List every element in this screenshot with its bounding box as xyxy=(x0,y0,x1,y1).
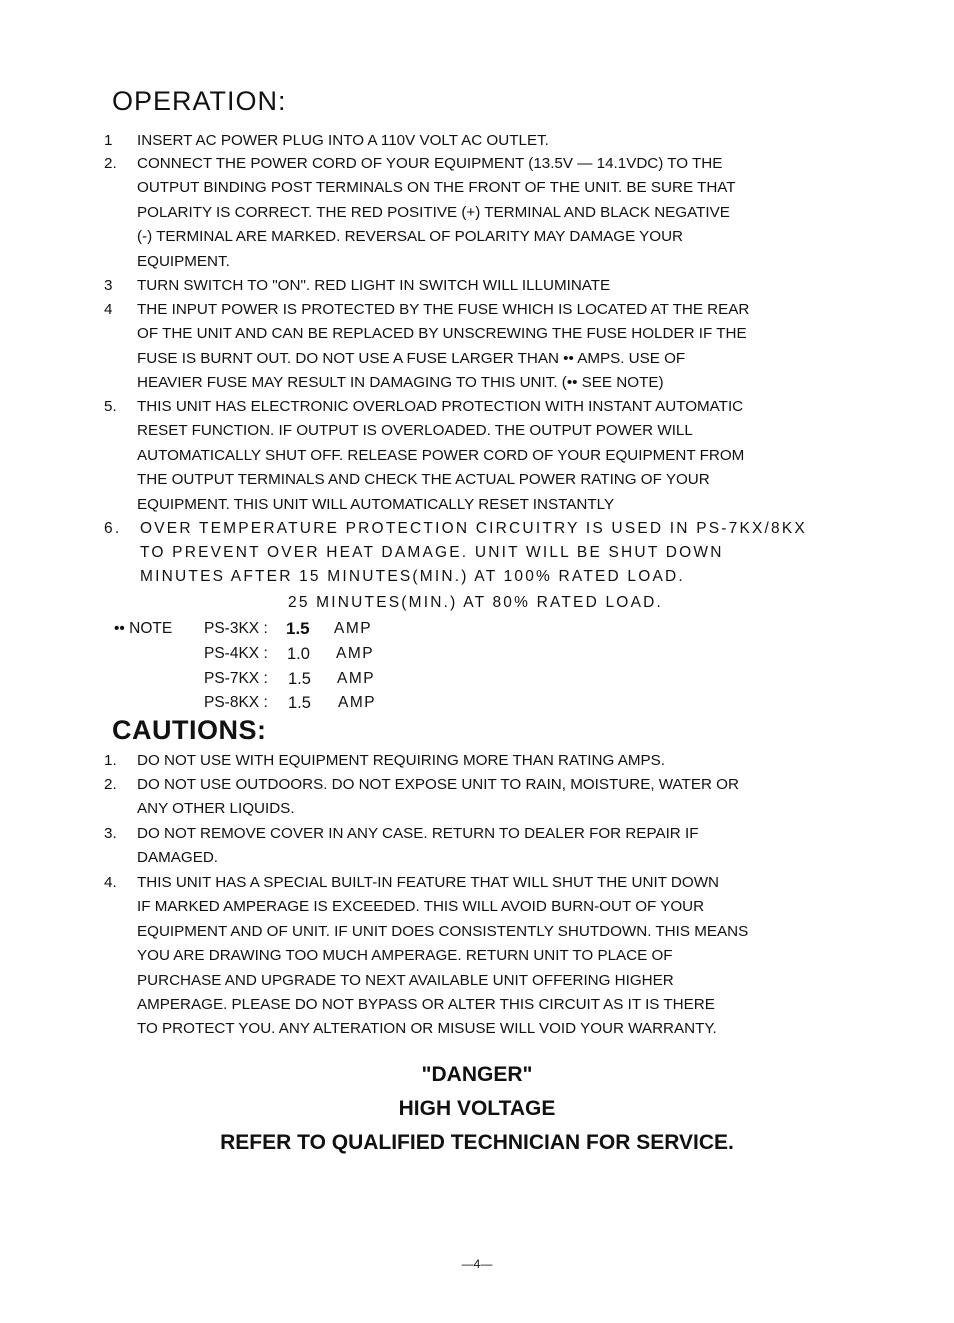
item-line: FUSE IS BURNT OUT. DO NOT USE A FUSE LARGER THAN •• AMPS. USE OF xyxy=(137,349,686,367)
item-line: DO NOT REMOVE COVER IN ANY CASE. RETURN TO DEALER FOR REPAIR IF xyxy=(137,825,699,842)
operation-item-1 xyxy=(104,129,816,154)
note-unit: AMP xyxy=(338,694,377,711)
item-number: 2. xyxy=(104,155,117,172)
operation-item-2 xyxy=(104,152,816,274)
item-line: EQUIPMENT AND OF UNIT. IF UNIT DOES CONSISTENTLY SHUTDOWN. THIS MEANS xyxy=(137,922,749,940)
high-voltage-label: HIGH VOLTAGE xyxy=(398,1097,556,1120)
operation-item-5 xyxy=(104,395,816,517)
note-model: PS-4KX : xyxy=(204,645,268,662)
note-value: 1.5 xyxy=(286,619,310,638)
item-line: EQUIPMENT. THIS UNIT WILL AUTOMATICALLY RESET INSTANTLY xyxy=(137,495,615,513)
item-line: POLARITY IS CORRECT. THE RED POSITIVE (+) TERMINAL AND BLACK NEGATIVE xyxy=(137,203,730,221)
note-model: PS-8KX : xyxy=(204,694,268,711)
page-number: —4— xyxy=(461,1257,493,1271)
operation-item-4 xyxy=(104,298,816,396)
item-line: ANY OTHER LIQUIDS. xyxy=(137,800,295,818)
item-number: 1 xyxy=(104,132,113,149)
item-text xyxy=(137,871,816,1042)
caution-item-4 xyxy=(104,871,816,1043)
item-text xyxy=(137,152,816,274)
danger-label: "DANGER" xyxy=(421,1063,533,1086)
item-text xyxy=(137,749,816,773)
item-line: OF THE UNIT AND CAN BE REPLACED BY UNSCREWING THE FUSE HOLDER IF THE xyxy=(137,325,747,343)
operation-item-6-line: TO PREVENT OVER HEAT DAMAGE. UNIT WILL BE SHUT DOWN xyxy=(140,544,724,561)
item-line: TO PROTECT YOU. ANY ALTERATION OR MISUSE WILL VOID YOUR WARRANTY. xyxy=(137,1020,717,1038)
item-line: TURN SWITCH TO "ON". RED LIGHT IN SWITCH WILL ILLUMINATE xyxy=(137,277,611,294)
item-number: 3. xyxy=(104,825,117,842)
item-line: AMPERAGE. PLEASE DO NOT BYPASS OR ALTER THIS CIRCUIT AS IT IS THERE xyxy=(137,996,715,1014)
item-line: AUTOMATICALLY SHUT OFF. RELEASE POWER CORD OF YOUR EQUIPMENT FROM xyxy=(137,446,745,464)
item-line: PURCHASE AND UPGRADE TO NEXT AVAILABLE UNIT OFFERING HIGHER xyxy=(137,971,674,989)
operation-heading: OPERATION: xyxy=(112,86,287,116)
note-value: 1.5 xyxy=(288,670,311,688)
item-line: CONNECT THE POWER CORD OF YOUR EQUIPMENT (13.5V — 14.1VDC) TO THE xyxy=(137,155,723,172)
note-unit: AMP xyxy=(334,620,373,637)
item-text xyxy=(137,773,816,822)
item-number: 2. xyxy=(104,776,117,793)
item-line: DO NOT USE OUTDOORS. DO NOT EXPOSE UNIT TO RAIN, MOISTURE, WATER OR xyxy=(137,776,739,793)
item-text xyxy=(137,298,816,396)
item-line: DO NOT USE WITH EQUIPMENT REQUIRING MORE THAN RATING AMPS. xyxy=(137,752,665,769)
operation-item-6-line: 25 MINUTES(MIN.) AT 80% RATED LOAD. xyxy=(288,594,664,611)
item-line: YOU ARE DRAWING TOO MUCH AMPERAGE. RETURN UNIT TO PLACE OF xyxy=(137,947,673,965)
item-line: THE INPUT POWER IS PROTECTED BY THE FUSE WHICH IS LOCATED AT THE REAR xyxy=(137,301,750,318)
operation-item-3 xyxy=(104,274,816,299)
item-number: 1. xyxy=(104,752,117,769)
item-line: IF MARKED AMPERAGE IS EXCEEDED. THIS WILL AVOID BURN-OUT OF YOUR xyxy=(137,898,705,916)
item-line: HEAVIER FUSE MAY RESULT IN DAMAGING TO THIS UNIT. (•• SEE NOTE) xyxy=(137,374,664,392)
note-unit: AMP xyxy=(336,645,375,662)
caution-item-1 xyxy=(104,749,816,774)
item-text xyxy=(137,395,816,517)
operation-item-6-line: OVER TEMPERATURE PROTECTION CIRCUITRY IS USED IN PS-7KX/8KX xyxy=(140,520,807,537)
operation-item-6-number: 6. xyxy=(104,520,122,537)
caution-item-3 xyxy=(104,822,816,872)
item-text xyxy=(137,129,816,153)
caution-item-2 xyxy=(104,773,816,823)
item-number: 5. xyxy=(104,398,117,415)
item-line: OUTPUT BINDING POST TERMINALS ON THE FRONT OF THE UNIT. BE SURE THAT xyxy=(137,179,736,197)
note-model: PS-7KX : xyxy=(204,670,268,687)
operation-item-6-line: MINUTES AFTER 15 MINUTES(MIN.) AT 100% RATED LOAD. xyxy=(140,568,685,585)
item-line: RESET FUNCTION. IF OUTPUT IS OVERLOADED. THE OUTPUT POWER WILL xyxy=(137,422,693,440)
item-text xyxy=(137,274,816,298)
item-line: EQUIPMENT. xyxy=(137,252,230,270)
item-line: DAMAGED. xyxy=(137,849,219,867)
cautions-heading: CAUTIONS: xyxy=(112,715,267,745)
note-model: PS-3KX : xyxy=(204,620,268,637)
item-number: 4. xyxy=(104,874,117,891)
note-marker: •• NOTE xyxy=(114,620,173,637)
item-number: 4 xyxy=(104,301,113,318)
item-line: INSERT AC POWER PLUG INTO A 110V VOLT AC OUTLET. xyxy=(137,132,549,149)
item-line: THIS UNIT HAS ELECTRONIC OVERLOAD PROTECTION WITH INSTANT AUTOMATIC xyxy=(137,398,744,415)
note-value: 1.5 xyxy=(288,694,311,712)
service-warning-label: REFER TO QUALIFIED TECHNICIAN FOR SERVICE. xyxy=(220,1131,734,1154)
note-value: 1.0 xyxy=(287,645,310,663)
item-line: (-) TERMINAL ARE MARKED. REVERSAL OF POLARITY MAY DAMAGE YOUR xyxy=(137,228,684,246)
note-unit: AMP xyxy=(337,670,376,687)
item-line: THIS UNIT HAS A SPECIAL BUILT-IN FEATURE THAT WILL SHUT THE UNIT DOWN xyxy=(137,874,719,891)
item-line: THE OUTPUT TERMINALS AND CHECK THE ACTUAL POWER RATING OF YOUR xyxy=(137,471,710,489)
item-number: 3 xyxy=(104,277,113,294)
item-text xyxy=(137,822,816,871)
